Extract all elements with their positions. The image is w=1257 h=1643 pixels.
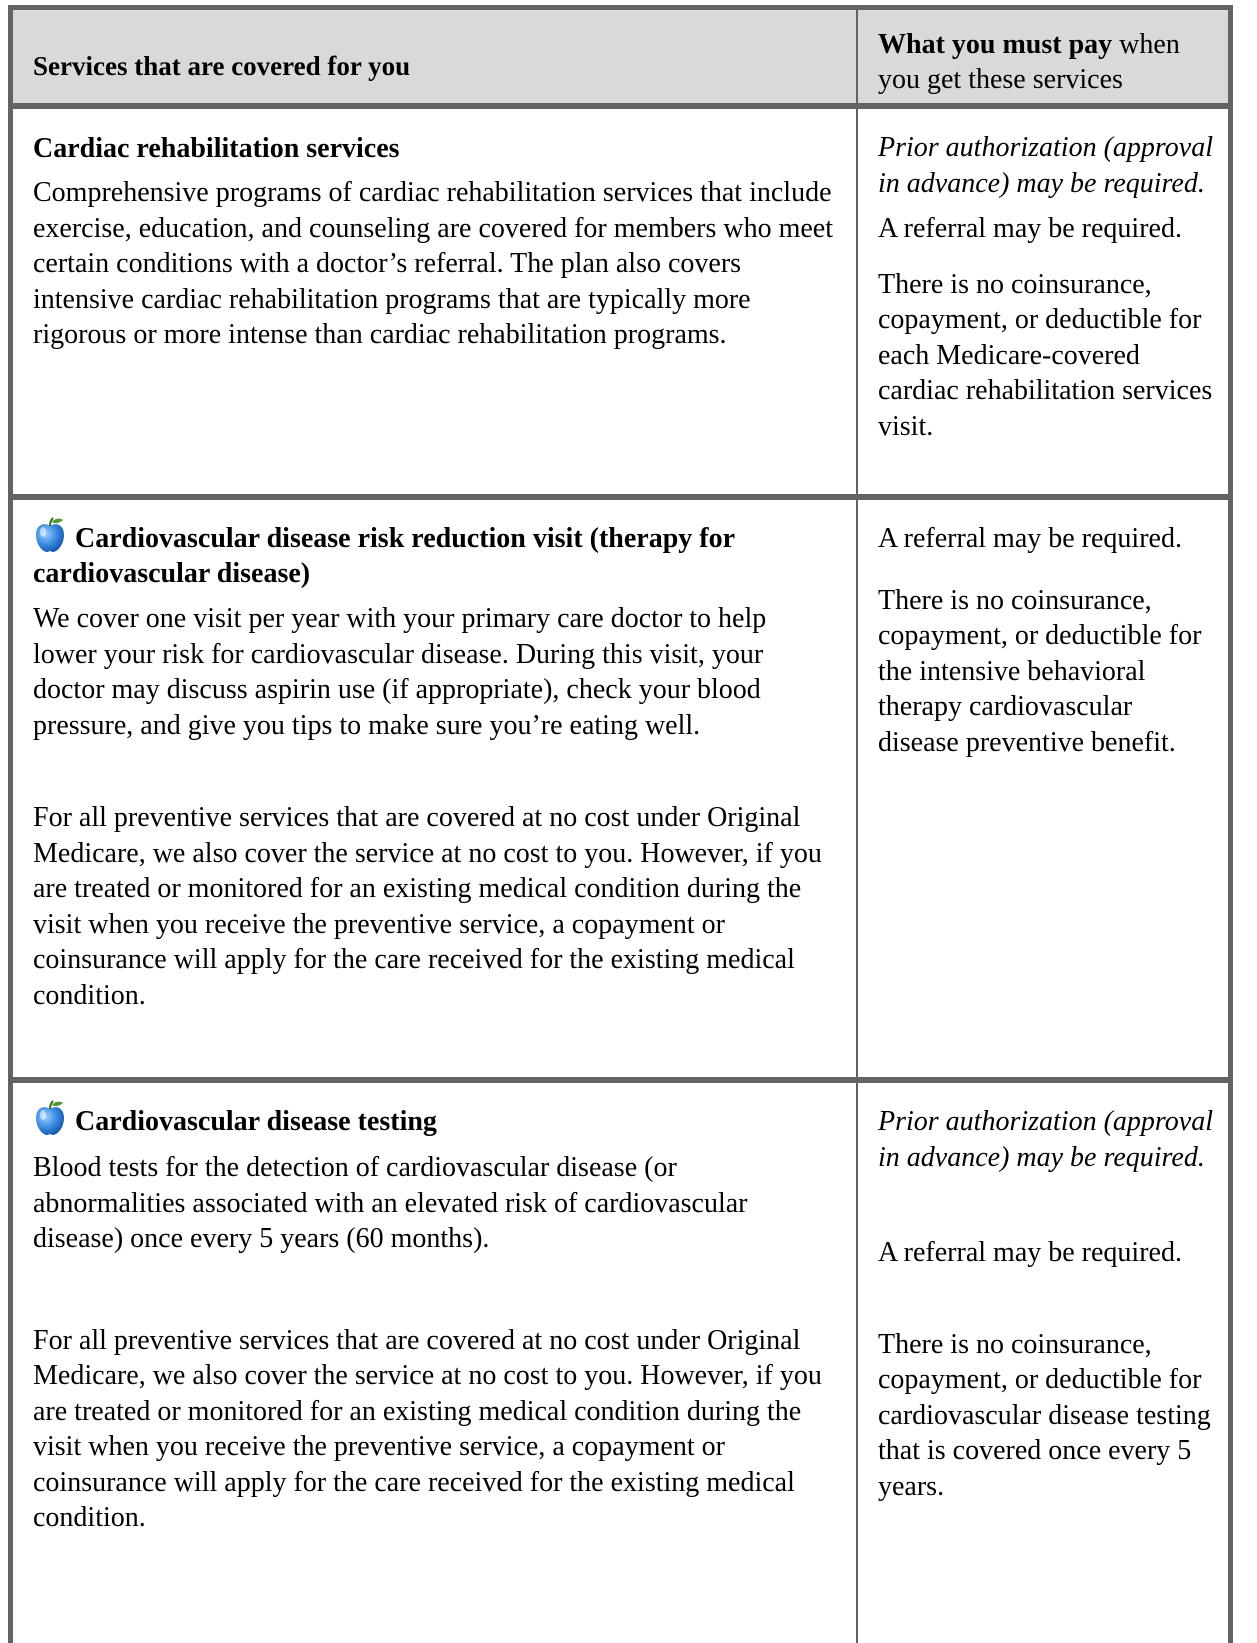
header-pay-cell xyxy=(858,10,1228,103)
preventive-services-note: For all preventive services that are covered at no cost under Original Medicare, we also cover the service at no cost to you. However, if you are treated or monitored for an existing medical condition during the visit when you receive the preventive service, a copayment or coinsurance will apply for the care received for the existing medical condition. xyxy=(33,1324,822,1533)
table-row xyxy=(13,109,1228,500)
service-title-line xyxy=(33,517,836,591)
table-header xyxy=(13,10,1228,109)
cost-note: There is no coinsurance, copayment, or deductible for the intensive behavioral therapy cardiovascular disease preventive benefit. xyxy=(878,584,1202,758)
table-row xyxy=(13,500,1228,1083)
service-title-line xyxy=(33,1100,836,1139)
service-description: Blood tests for the detection of cardiovascular disease (or abnormalities associated with an elevated risk of cardiovascular disease) once every 5 years (60 months). xyxy=(33,1152,748,1254)
service-title: Cardiovascular disease testing xyxy=(75,1106,437,1137)
prior-authorization-note: Prior authorization (approval in advance) may be required. xyxy=(878,1106,1213,1173)
cost-cell xyxy=(858,109,1228,494)
header-pay-bold: What you must pay xyxy=(878,29,1113,60)
header-pay-rest-1: when xyxy=(1112,29,1180,60)
referral-note: A referral may be required. xyxy=(878,523,1182,554)
benefits-table xyxy=(8,5,1233,1643)
service-cell xyxy=(13,109,858,494)
preventive-services-note: For all preventive services that are covered at no cost under Original Medicare, we also cover the service at no cost to you. However, if you are treated or monitored for an existing medical condition during the visit when you receive the preventive service, a copayment or coinsurance will apply for the care received for the existing medical condition. xyxy=(33,802,822,1011)
cost-cell xyxy=(858,500,1228,1077)
header-services-cell xyxy=(13,10,858,103)
service-title: Cardiovascular disease risk reduction visit (therapy for cardiovascular disease) xyxy=(33,523,735,589)
cost-note: There is no coinsurance, copayment, or deductible for cardiovascular disease testing that is covered once every 5 years. xyxy=(878,1328,1211,1502)
apple-icon xyxy=(33,517,67,553)
header-services-label: Services that are covered for you xyxy=(33,51,411,81)
header-pay-label xyxy=(878,27,1216,97)
cost-cell xyxy=(858,1083,1228,1643)
prior-authorization-note: Prior authorization (approval in advance) may be required. xyxy=(878,132,1213,199)
referral-note: A referral may be required. xyxy=(878,1237,1182,1268)
service-description: We cover one visit per year with your primary care doctor to help lower your risk for cardiovascular disease. During this visit, your doctor may discuss aspirin use (if appropriate), check your blood pressure, and give you tips to make sure you’re eating well. xyxy=(33,603,767,741)
service-description: Comprehensive programs of cardiac rehabilitation services that include exercise, education, and counseling are covered for members who meet certain conditions with a doctor’s referral. The plan also covers intensive cardiac rehabilitation programs that are typically more rigorous or more intense than cardiac rehabilitation programs. xyxy=(33,177,833,350)
cost-note: There is no coinsurance, copayment, or deductible for each Medicare-covered cardiac rehabilitation services visit. xyxy=(878,268,1213,442)
service-cell xyxy=(13,1083,858,1643)
table-row xyxy=(13,1083,1228,1643)
apple-icon xyxy=(33,1100,67,1136)
service-title: Cardiac rehabilitation services xyxy=(33,133,400,164)
service-cell xyxy=(13,500,858,1077)
referral-note: A referral may be required. xyxy=(878,213,1182,244)
header-pay-rest-2: you get these services xyxy=(878,64,1123,95)
